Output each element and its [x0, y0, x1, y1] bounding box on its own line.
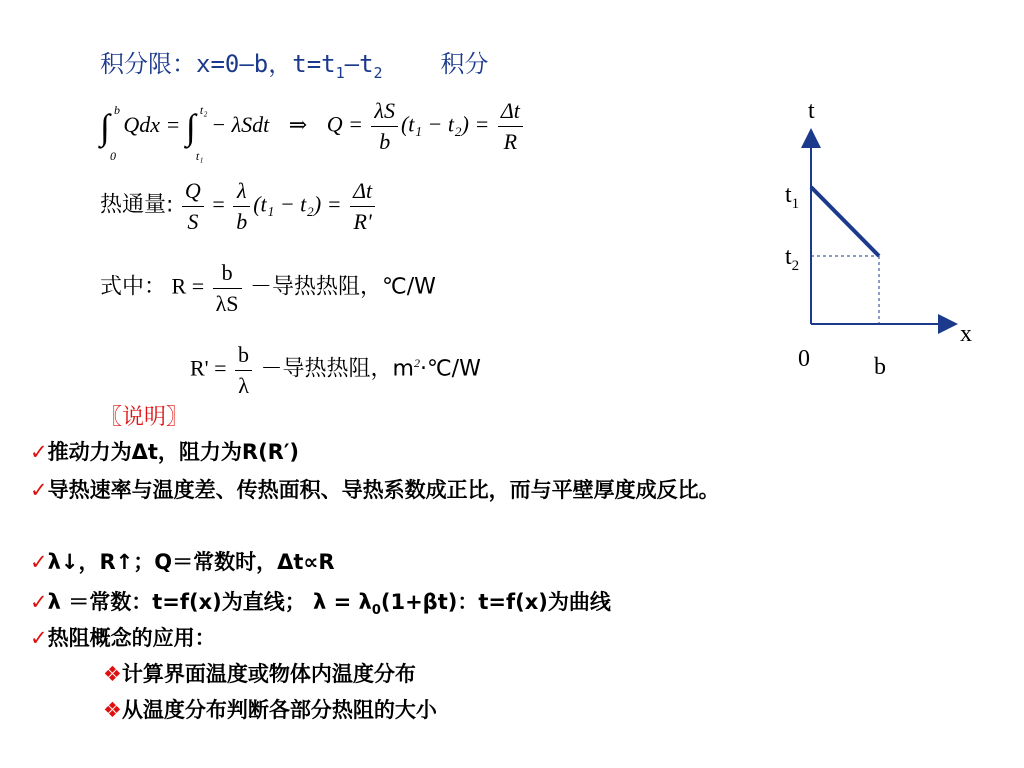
fraction: $\frac{Q}{S}$ — [182, 176, 204, 237]
fraction: $\frac{\lambda S}{b}$ — [371, 96, 398, 157]
check-icon: ✓ — [30, 478, 48, 502]
diamond-bullet-icon: ❖ — [103, 662, 122, 686]
fraction: $\frac{b}{\lambda}$ — [235, 340, 252, 401]
axis-label-t: t — [808, 98, 815, 124]
integral-sign: ∫ t₂ t₁ — [185, 102, 208, 163]
note-subitem: ❖从温度分布判断各部分热阻的大小 — [103, 698, 437, 722]
check-icon: ✓ — [30, 626, 48, 650]
diamond-bullet-icon: ❖ — [103, 698, 122, 722]
fraction: $\frac{\lambda}{b}$ — [233, 176, 250, 237]
axis-label-x: x — [960, 321, 972, 347]
tick-label-t2: $t_2$ — [785, 244, 800, 274]
section-heading: 积分限：x=0—b，$t=t_1—t_2$ 积分 — [100, 50, 489, 82]
fraction: $\frac{b}{\lambda S}$ — [213, 258, 242, 319]
note-item: ✓推动力为Δt，阻力为R(R′) — [30, 440, 299, 464]
temperature-profile-diagram — [770, 90, 1000, 390]
integral-formula: ∫ b 0 Qdx = ∫ t₂ t₁ − λSdt ⇒ Q = $\frac{\lambda S}{b}$ (t₁ − t₂) = $\frac{\Delta t}{R}$ — [100, 96, 526, 157]
check-icon: ✓ — [30, 550, 48, 574]
note-item: ✓λ↓，R↑；Q＝常数时，Δt∝R — [30, 550, 335, 574]
note-item: ✓λ ＝常数：t=f(x)为直线； $\lambda = \lambda_0(1+\beta t)$：t=f(x)为曲线 — [30, 590, 611, 619]
fraction: $\frac{\Delta t}{R}$ — [498, 96, 523, 157]
tick-label-b: b — [874, 354, 886, 380]
heat-flux-formula: 热通量: $\frac{Q}{S}$ = $\frac{\lambda}{b}$ (t₁ − t₂) = $\frac{\Delta t}{R'}$ — [100, 176, 378, 237]
origin-label: 0 — [798, 346, 810, 372]
note-item: ✓热阻概念的应用： — [30, 626, 216, 650]
integral-sign: ∫ b 0 — [100, 102, 120, 163]
tick-label-t1: $t_1$ — [785, 182, 800, 212]
notes-title: 〖说明〗 — [100, 405, 189, 430]
check-icon: ✓ — [30, 440, 48, 464]
resistance-formula-1: 式中： R = $\frac{b}{\lambda S}$ －导热热阻，℃/W — [100, 258, 436, 319]
note-item: ✓导热速率与温度差、传热面积、导热系数成正比，而与平壁厚度成反比。 — [30, 478, 720, 502]
resistance-formula-2: R' = $\frac{b}{\lambda}$ －导热热阻，$m^2\cdot℃/W$ — [190, 340, 481, 401]
fraction: $\frac{\Delta t}{R'}$ — [350, 176, 375, 237]
temperature-line — [811, 187, 879, 256]
note-subitem: ❖计算界面温度或物体内温度分布 — [103, 662, 416, 686]
check-icon: ✓ — [30, 590, 48, 614]
